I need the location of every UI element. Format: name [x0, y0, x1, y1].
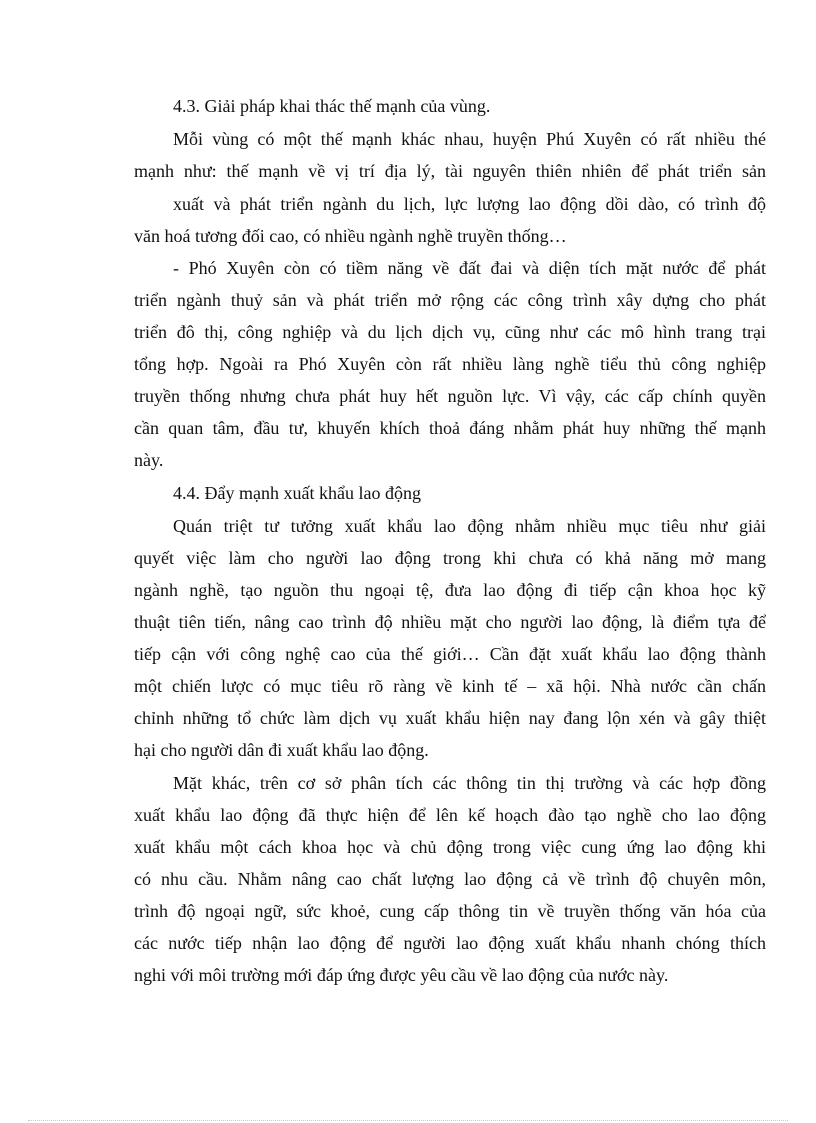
paragraph-line: một chiến lược có mục tiêu rõ ràng về kinh tế – xã hội. Nhà nước cần chấn — [134, 676, 766, 696]
paragraph-line: xuất khẩu một cách khoa học và chủ động trong việc cung ứng lao động khi — [134, 837, 766, 857]
paragraph-line: Mặt khác, trên cơ sở phân tích các thông tin thị trường và các hợp đồng — [173, 773, 766, 793]
paragraph-line: - Phó Xuyên còn có tiềm năng về đất đai và diện tích mặt nước để phát — [173, 258, 766, 278]
paragraph-line: hại cho người dân đi xuất khẩu lao động. — [134, 740, 429, 760]
paragraph-line: Quán triệt tư tưởng xuất khẩu lao động nhằm nhiều mục tiêu như giải — [173, 516, 766, 536]
paragraph-line: tiếp cận với công nghệ cao của thế giới… Cần đặt xuất khẩu lao động thành — [134, 644, 766, 664]
paragraph-line: văn hoá tương đối cao, có nhiều ngành nghề truyền thống… — [134, 226, 567, 246]
paragraph-line: triển đô thị, công nghiệp và du lịch dịch vụ, cũng như các mô hình trang trại — [134, 322, 766, 342]
paragraph-line: có nhu cầu. Nhằm nâng cao chất lượng lao động cả về trình độ chuyên môn, — [134, 869, 766, 889]
paragraph-line: trình độ ngoại ngữ, sức khoẻ, cung cấp thông tin về truyền thống văn hóa của — [134, 901, 766, 921]
paragraph-line: Mỗi vùng có một thế mạnh khác nhau, huyện Phú Xuyên có rất nhiều thé — [173, 129, 766, 149]
paragraph-line: này. — [134, 450, 164, 470]
paragraph-line: ngành nghề, tạo nguồn thu ngoại tệ, đưa lao động đi tiếp cận khoa học kỹ — [134, 580, 766, 600]
paragraph-line: xuất và phát triển ngành du lịch, lực lượng lao động dồi dào, có trình độ — [173, 194, 766, 214]
paragraph-line: triển ngành thuỷ sản và phát triển mở rộng các công trình xây dựng cho phát — [134, 290, 766, 310]
paragraph-line: mạnh như: thế mạnh về vị trí địa lý, tài nguyên thiên nhiên để phát triển sản — [134, 161, 766, 181]
paragraph-line: nghi với môi trường mới đáp ứng được yêu cầu về lao động của nước này. — [134, 965, 669, 985]
paragraph-line: xuất khẩu lao động đã thực hiện để lên kế hoạch đào tạo nghề cho lao động — [134, 805, 766, 825]
section-heading: 4.4. Đẩy mạnh xuất khẩu lao động — [173, 483, 421, 503]
paragraph-line: thuật tiên tiến, nâng cao trình độ nhiều mặt cho người lao động, là điểm tựa để — [134, 612, 766, 632]
paragraph-line: các nước tiếp nhận lao động để người lao động xuất khẩu nhanh chóng thích — [134, 933, 766, 953]
paragraph-line: quyết việc làm cho người lao động trong khi chưa có khả năng mở mang — [134, 548, 766, 568]
paragraph-line: cần quan tâm, đầu tư, khuyến khích thoả đáng nhằm phát huy những thế mạnh — [134, 418, 766, 438]
paragraph-line: truyền thống nhưng chưa phát huy hết nguồn lực. Vì vậy, các cấp chính quyền — [134, 386, 766, 406]
page-bottom-divider — [28, 1120, 788, 1121]
paragraph-line: tổng hợp. Ngoài ra Phó Xuyên còn rất nhiều làng nghề tiểu thủ công nghiệp — [134, 354, 766, 374]
section-heading: 4.3. Giải pháp khai thác thế mạnh của vùng. — [173, 96, 491, 116]
paragraph-line: chỉnh những tổ chức làm dịch vụ xuất khẩu hiện nay đang lộn xén và gây thiệt — [134, 708, 766, 728]
